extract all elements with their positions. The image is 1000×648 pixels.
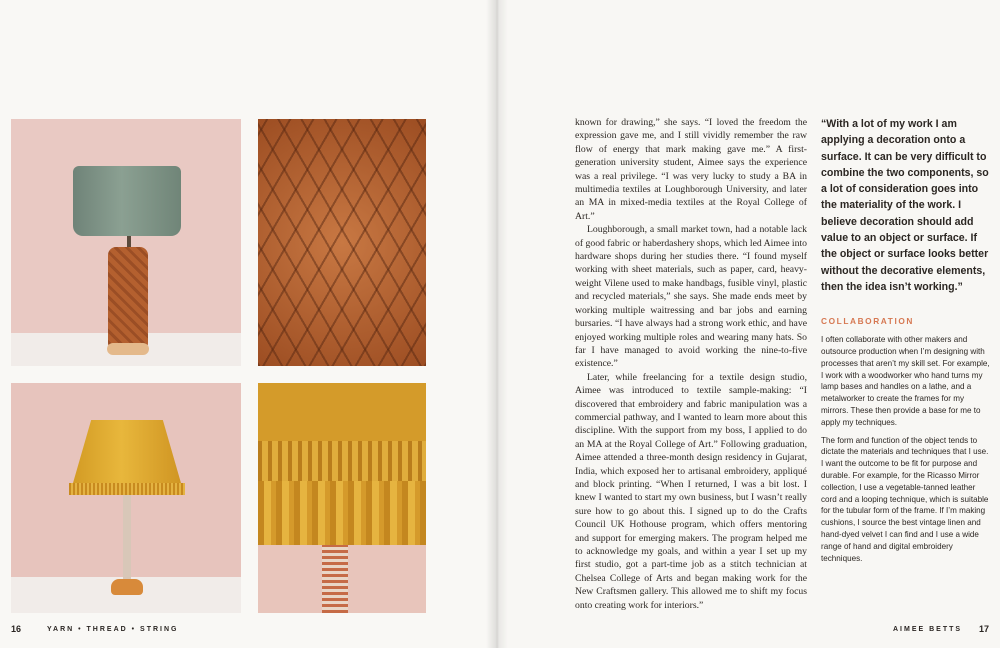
section-paragraph: The form and function of the object tends to dictate the materials and techniques that I use. I want the outcome to be fit for purpose and durable. For example, for the Ricasso Mirror collection, I use a vegetable-tanned leather cord and a looping technique, which is suitable for the tubular form of the frame. If I’m making cushions, I source the best vintage linen and hand-dyed velvet I can find and I use a wide range of hand and digital embroidery techniques. [821, 435, 989, 563]
body-text-column [575, 116, 807, 612]
body-paragraph: Later, while freelancing for a textile design studio, Aimee was introduced to textile sample-making: “I discovered that embroidery and fabric manipulation was a commercial pathway, and I wanted to learn more about this discipline. With the support from my boss, I applied to do an MA at the Royal College of Art.” Following graduation, Aimee attended a three-month design residency in Gujarat, India, which exposed her to artisanal embroidery, appliqué and block printing. “When I returned, I was a bit lost. I knew I wanted to start my own business, but I wasn’t really sure how to go about this. I signed up to do the Crafts Council UK Hothouse program, which offers mentoring and support for emerging makers. The program helped me to acknowledge my goals, and within a year I set up my first studio, got a part-time job as a stitch technician at Chelsea College of Arts and began making work for the New Craftsmen gallery. This allowed me to shift my focus onto creating work for interiors.” [575, 371, 807, 611]
body-paragraph: Loughborough, a small market town, had a notable lack of good fabric or haberdashery shops, which led Aimee into hardware shops during her studies there. “I found myself working with sheet materials, such as paper, card, heavy-weight Vilene used to make handbags, fusible vinyl, plastic and recycled materials,” she says. She made ends meet by working multiple waitressing and bar jobs and earning bursaries. “I have always had a strong work ethic, and have enjoyed working multiple roles and wearing many hats. So far I have managed to avoid working the nine-to-five existence.” [575, 224, 807, 370]
lamp-foot [111, 579, 143, 595]
photo-ruffle-detail [258, 383, 426, 613]
lamp-shade [71, 420, 183, 490]
section-heading: COLLABORATION [821, 316, 915, 327]
photo-green-lamp [11, 119, 241, 366]
ruffle-frill [258, 481, 426, 545]
lamp-shade [73, 166, 181, 236]
gutter-shadow [486, 0, 508, 648]
sidebar-column [821, 116, 991, 570]
lamp-stem [322, 545, 348, 613]
left-running-head: YARN • THREAD • STRING [47, 626, 179, 633]
ruffle-fabric [258, 383, 426, 441]
section-paragraph: I often collaborate with other makers and outsource production when I’m designing with processes that aren’t my skill set. For example, I work with a woodworker who hand turns my lamp bases and handles on a lathe, and a metalworker to create the frames for my mirrors. These then provide a base for me to apply my techniques. [821, 335, 990, 427]
lamp-fringe [69, 483, 185, 495]
pull-quote: “With a lot of my work I am applying a decoration onto a surface. It can be very difficult to combine the two components, so a lot of consideration goes into the materiality of the work. I believe decoration should add value to an object or surface. If the object or surface looks better without the decorative elements, then the idea isn’t working.” [821, 118, 989, 293]
lamp-foot [107, 343, 149, 355]
ruffle-smocking [258, 441, 426, 481]
lamp-stem [123, 495, 131, 585]
right-running-head: AIMEE BETTS [893, 626, 963, 633]
photo-smocking-texture [258, 119, 426, 366]
left-folio: 16 [11, 624, 22, 634]
right-folio: 17 [979, 624, 990, 634]
photo-yellow-lamp [11, 383, 241, 613]
body-paragraph: known for drawing,” she says. “I loved the freedom the expression gave me, and I still vividly remember the raw flow of energy that mark making gave me.” A first-generation university student, Aimee says the experience was a real privilege. “I was very lucky to study a BA in multimedia textiles at Loughborough University, and later an MA in mixed-media textiles at the Royal College of Art.” [575, 117, 807, 222]
lamp-base [108, 247, 148, 351]
left-page [0, 0, 496, 648]
